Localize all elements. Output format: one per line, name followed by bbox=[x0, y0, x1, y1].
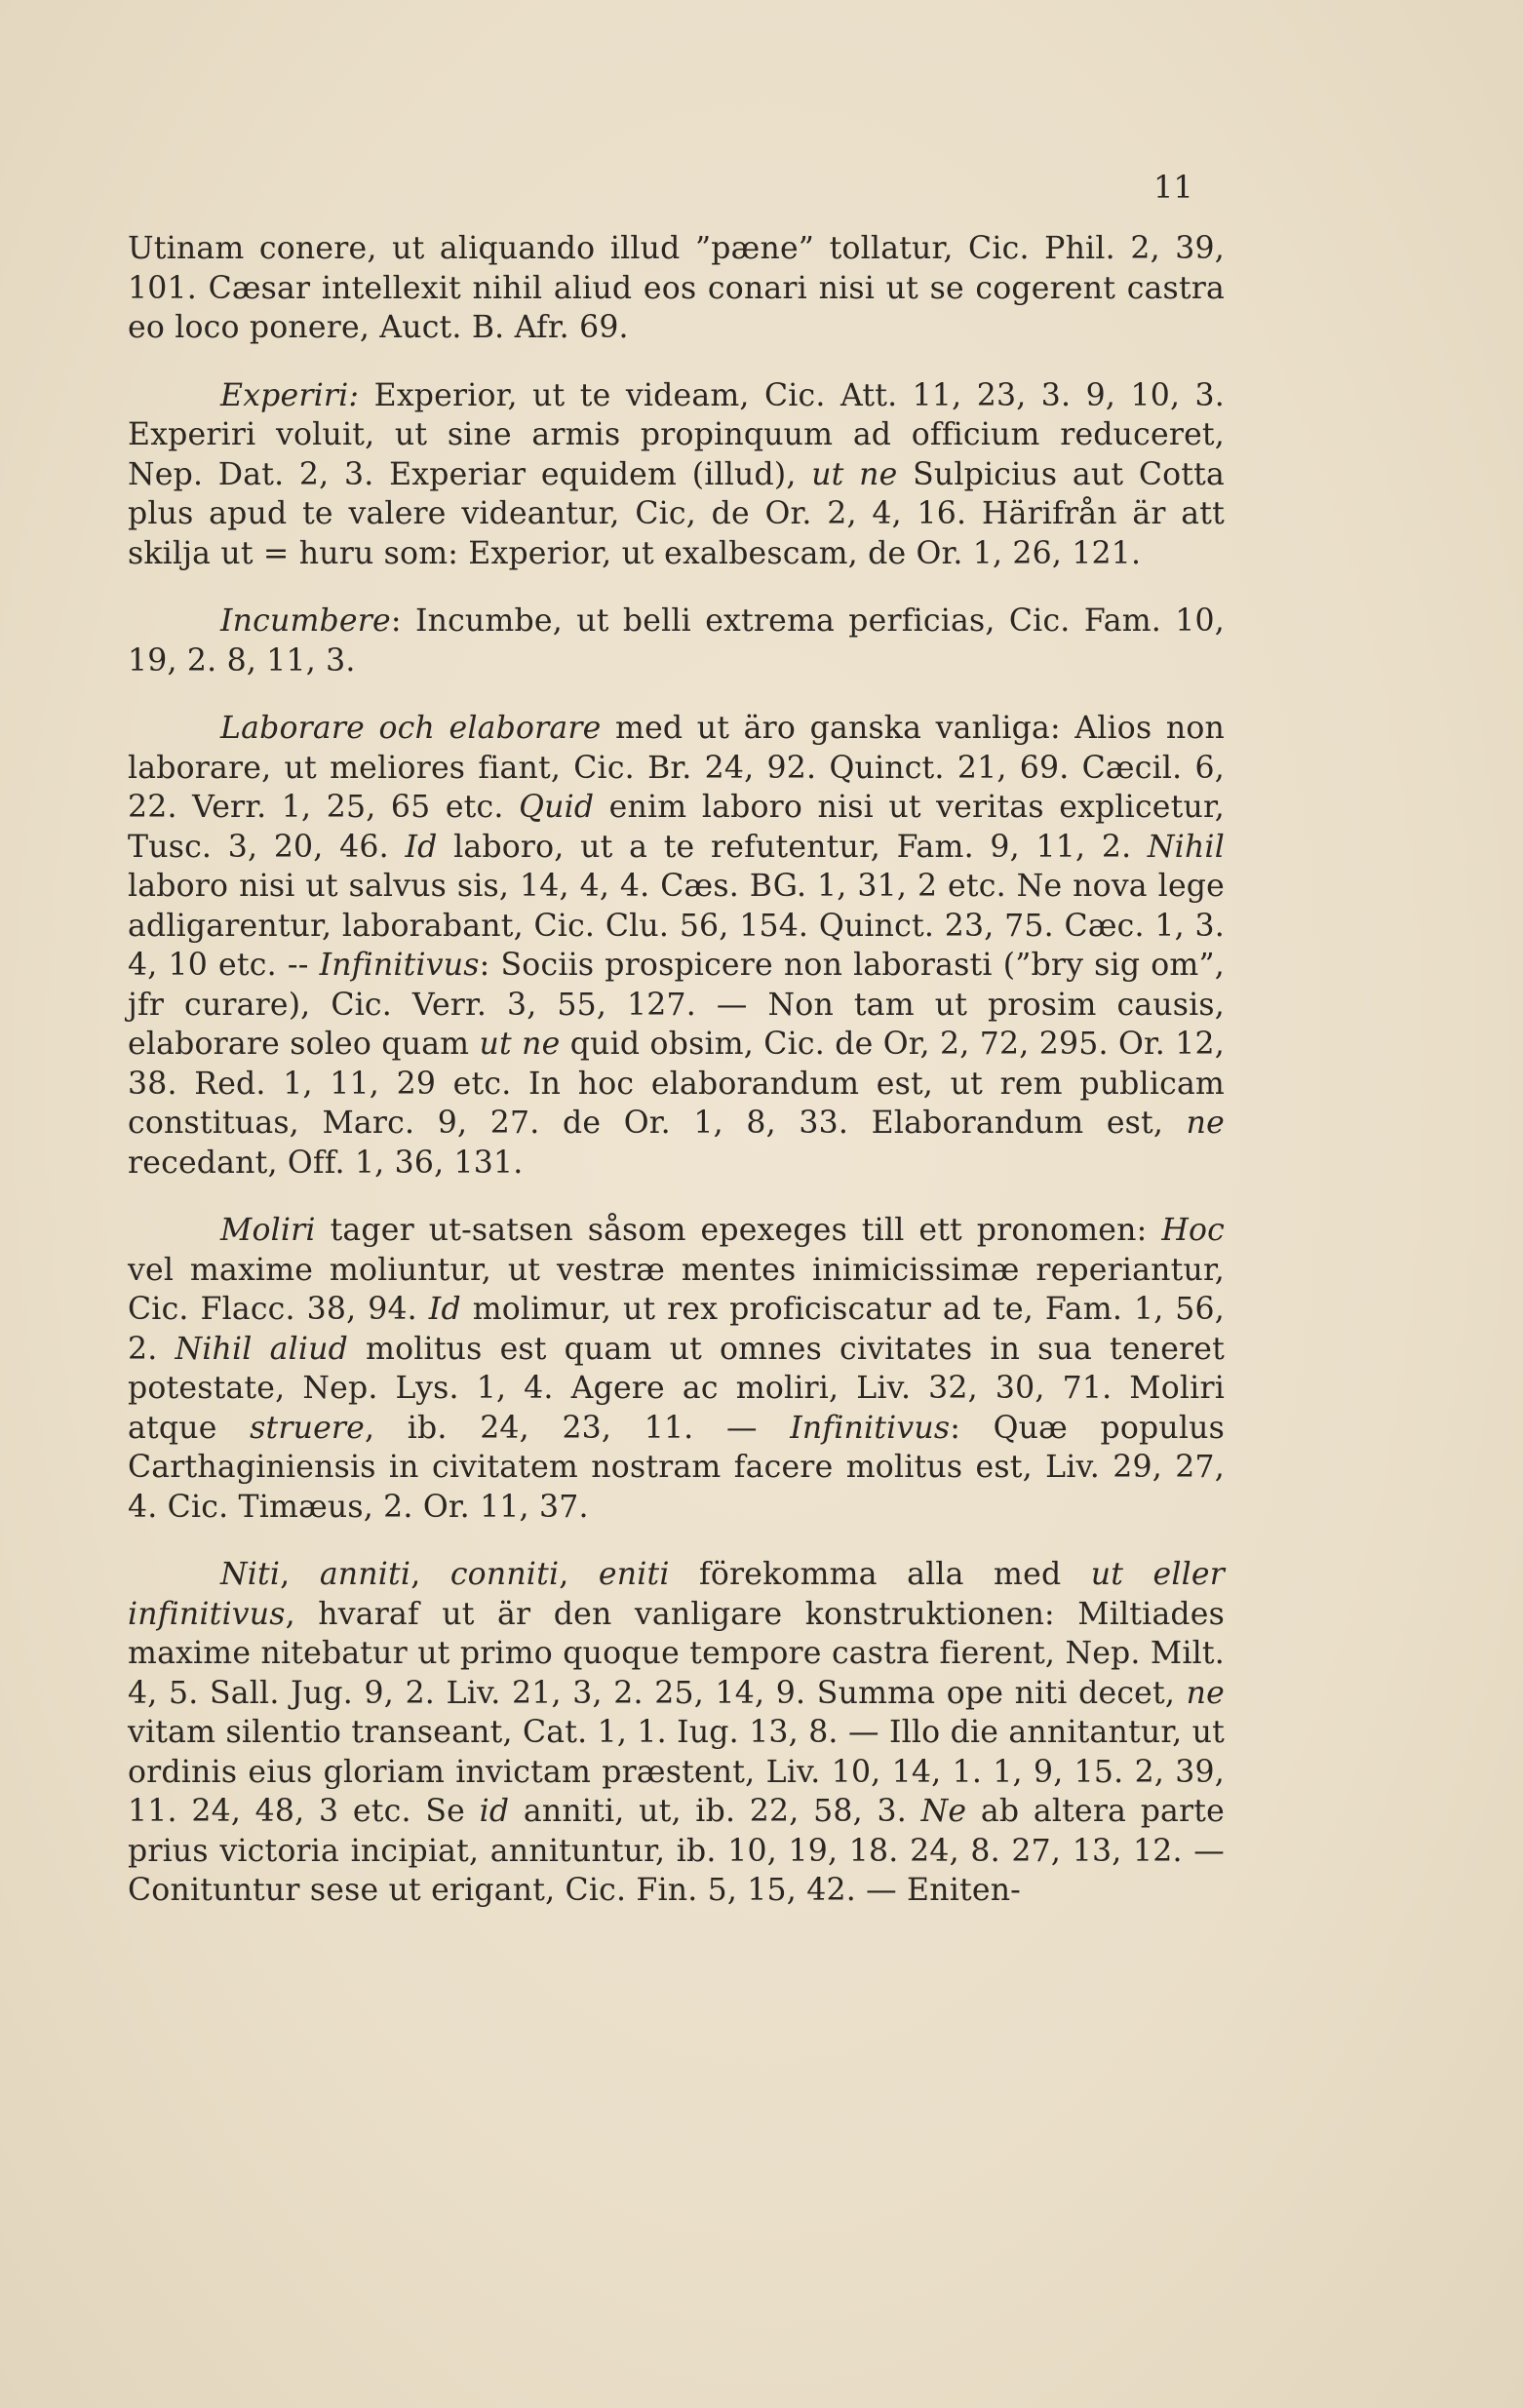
text-run: , bbox=[559, 1557, 599, 1592]
text-run: quid obsim, Cic. de Or, 2, 72, 295. Or. 12, 38. Red. 1, 11, 29 etc. In hoc elaborandum est, ut rem publicam constituas, Marc. 9, 27. de Or. 1, 8, 33. Elaborandum est, bbox=[128, 1027, 1225, 1141]
paragraph bbox=[128, 602, 1225, 680]
italic-text: ne bbox=[1186, 1675, 1225, 1711]
text-run: laboro, ut a te refutentur, Fam. 9, 11, 2. bbox=[437, 829, 1148, 865]
italic-text: anniti bbox=[319, 1557, 411, 1592]
italic-text: Infinitivus bbox=[319, 948, 480, 983]
text-run: : Quæ populus Carthaginiensis in civitatem nostram facere molitus est, Liv. 29, 27, 4. Cic. Timæus, 2. Or. 11, 37. bbox=[128, 1410, 1225, 1525]
main-text bbox=[128, 229, 1225, 1911]
text-run: , bbox=[410, 1557, 450, 1592]
text-run: förekomma alla med bbox=[669, 1557, 1091, 1592]
italic-text: ut ne bbox=[811, 456, 898, 492]
text-run: molitus est quam ut omnes civitates in sua teneret potestate, Nep. Lys. 1, 4. Agere ac moliri, Liv. 32, 30, 71. Moliri atque bbox=[128, 1331, 1225, 1446]
italic-text: Laborare och elaborare bbox=[220, 711, 602, 746]
italic-text: id bbox=[479, 1794, 510, 1829]
italic-text: Infinitivus bbox=[790, 1410, 951, 1446]
italic-text: eniti bbox=[598, 1557, 670, 1592]
paragraph bbox=[128, 229, 1225, 348]
text-run: : Sociis prospicere non laborasti (”bry sig om”, jfr curare), Cic. Verr. 3, 55, 127. — Non tam ut prosim causis, elaborare soleo quam bbox=[128, 948, 1226, 1062]
text-run: laboro nisi ut salvus sis, 14, 4, 4. Cæs. BG. 1, 31, 2 etc. Ne nova lege adligarentur, laborabant, Cic. Clu. 56, 154. Quinct. 23, 75. Cæc. 1, 3. 4, 10 etc. -- bbox=[128, 869, 1225, 983]
italic-text: Hoc bbox=[1161, 1213, 1225, 1248]
text-run: vel maxime moliuntur, ut vestræ mentes inimicissimæ reperiantur, Cic. Flacc. 38, 94. bbox=[128, 1252, 1225, 1327]
text-run: enim laboro nisi ut veritas explicetur, Tusc. 3, 20, 46. bbox=[128, 790, 1225, 865]
text-run: , ib. 24, 23, 11. — bbox=[365, 1410, 791, 1446]
italic-text: Niti bbox=[220, 1557, 281, 1592]
text-run: recedant, Off. 1, 36, 131. bbox=[128, 1145, 524, 1181]
italic-text: struere bbox=[250, 1410, 366, 1446]
italic-text: ne bbox=[1186, 1106, 1225, 1141]
italic-text: ut ne bbox=[479, 1027, 561, 1062]
text-run: med ut äro ganska vanliga: Alios non laborare, ut meliores fiant, Cic. Br. 24, 92. Quinct. 21, 69. Cæcil. 6, 22. Verr. 1, 25, 65 etc. bbox=[128, 711, 1225, 825]
text-run: anniti, ut, ib. 22, 58, 3. bbox=[509, 1794, 921, 1829]
italic-text: Quid bbox=[519, 790, 595, 825]
italic-text: Id bbox=[405, 829, 438, 865]
italic-text: Nihil aliud bbox=[175, 1331, 348, 1367]
paragraph bbox=[128, 709, 1225, 1183]
italic-text: Incumbere bbox=[220, 603, 391, 639]
italic-text: Moliri bbox=[220, 1213, 316, 1248]
italic-text: Ne bbox=[920, 1794, 967, 1829]
italic-text: conniti bbox=[449, 1557, 560, 1592]
text-run: vitam silentio transeant, Cat. 1, 1. Iug. 13, 8. — Illo die annitantur, ut ordinis eius gloriam invictam præstent, Liv. 10, 14, 1. 1, 9, 15. 2, 39, 11. 24, 48, 3 etc. Se bbox=[128, 1715, 1225, 1829]
text-run: Experior, ut te videam, Cic. Att. 11, 23, 3. 9, 10, 3. Experiri voluit, ut sine armis propinquum ad officium reduceret, Nep. Dat. 2, 3. Experiar equidem (illud), bbox=[128, 377, 1225, 492]
italic-text: ut eller infinitivus bbox=[128, 1557, 1225, 1632]
paragraph bbox=[128, 376, 1225, 574]
text-run: molimur, ut rex proficiscatur ad te, Fam. 1, 56, 2. bbox=[128, 1292, 1225, 1367]
text-run: , hvaraf ut är den vanligare konstruktionen: Miltiades maxime nitebatur ut primo quoque tempore castra fierent, Nep. Milt. 4, 5. Sall. Jug. 9, 2. Liv. 21, 3, 2. 25, 14, 9. Summa ope niti decet, bbox=[128, 1596, 1225, 1711]
italic-text: Nihil bbox=[1147, 829, 1225, 865]
paragraph bbox=[128, 1211, 1225, 1527]
italic-text: Experiri: bbox=[220, 377, 360, 413]
text-run: Sulpicius aut Cotta plus apud te valere videantur, Cic, de Or. 2, 4, 16. Härifrån är att skilja ut = huru som: Experior, ut exalbescam, de Or. 1, 26, 121. bbox=[128, 456, 1225, 571]
text-run: : Incumbe, ut belli extrema perficias, Cic. Fam. 10, 19, 2. 8, 11, 3. bbox=[128, 603, 1225, 679]
text-run: Utinam conere, ut aliquando illud ”pæne” tollatur, Cic. Phil. 2, 39, 101. Cæsar intellexit nihil aliud eos conari nisi ut se cogerent castra eo loco ponere, Auct. B. Afr. 69. bbox=[128, 231, 1225, 345]
text-run: ab altera parte prius victoria incipiat, annituntur, ib. 10, 19, 18. 24, 8. 27, 13, 12. — Conituntur sese ut erigant, Cic. Fin. 5, 15, 42. — Eniten- bbox=[128, 1794, 1226, 1908]
page-number: 11 bbox=[1153, 169, 1193, 206]
text-run: , bbox=[280, 1557, 320, 1592]
italic-text: Id bbox=[428, 1292, 461, 1327]
paragraph bbox=[128, 1555, 1225, 1911]
text-run: tager ut-satsen såsom epexeges till ett pronomen: bbox=[315, 1213, 1162, 1248]
